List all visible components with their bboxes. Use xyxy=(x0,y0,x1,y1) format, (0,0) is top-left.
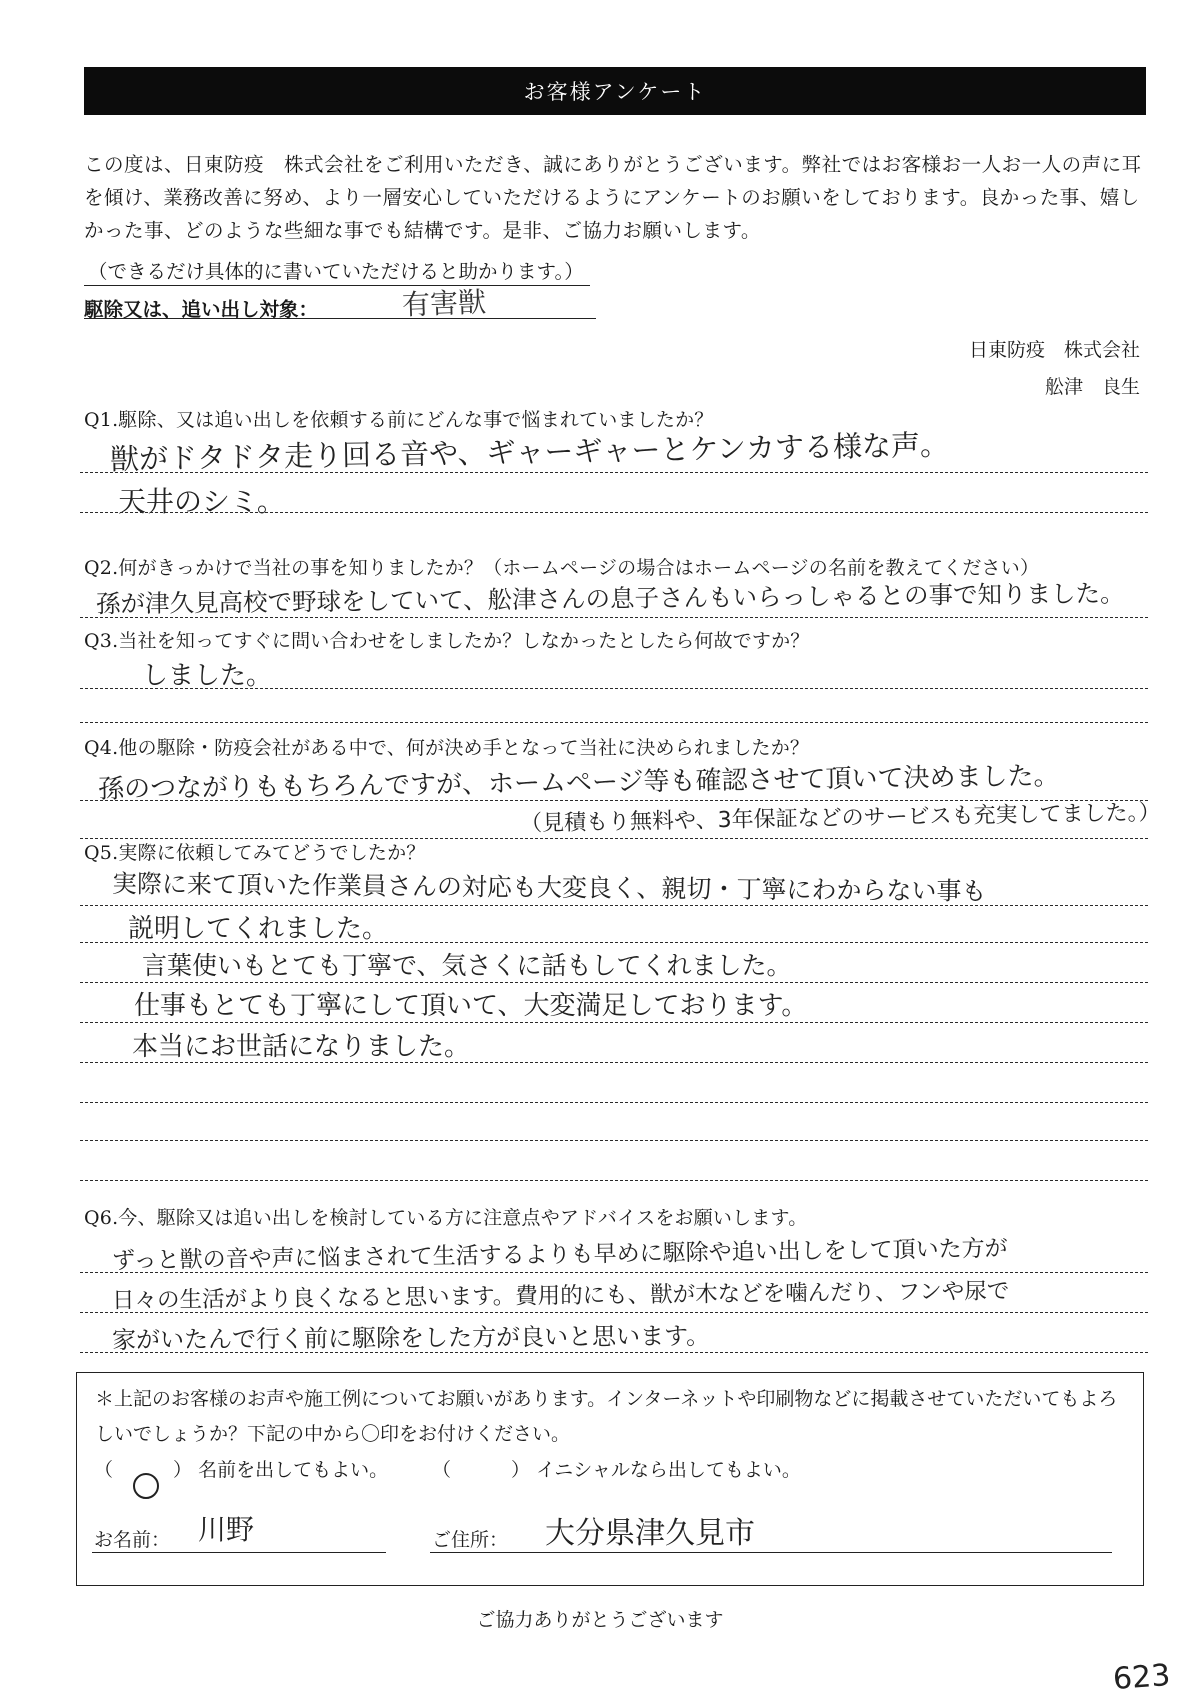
circle-mark-icon xyxy=(133,1473,159,1499)
company-name: 日東防疫 株式会社 xyxy=(968,339,1140,361)
question-6: Q6.今、駆除又は追い出しを検討している方に注意点やアドバイスをお願いします。 xyxy=(84,1207,808,1229)
question-2: Q2.何がきっかけで当社の事を知りましたか？（ホームページの場合はホームページの名前を教えてください） xyxy=(84,557,1040,579)
target-underline xyxy=(84,318,596,319)
footer-thanks: ご協力ありがとうございます xyxy=(476,1609,724,1631)
answer-5-line-3[interactable]: 言葉使いもとても丁寧で、気さくに話もしてくれました。 xyxy=(142,951,792,980)
answer-line xyxy=(80,1062,1148,1063)
name-label: お名前： xyxy=(94,1529,171,1551)
option-initial-label: イニシャルなら出してもよい。 xyxy=(536,1459,801,1481)
answer-line xyxy=(80,1022,1148,1023)
answer-1-line-1[interactable]: 獣がドタドタ走り回る音や、ギャーギャーとケンカする様な声。 xyxy=(109,427,950,477)
answer-line xyxy=(80,722,1148,723)
address-label: ご住所： xyxy=(432,1529,509,1551)
name-underline xyxy=(92,1552,386,1553)
question-5: Q5.実際に依頼してみてどうでしたか？ xyxy=(84,842,426,864)
answer-6-line-2[interactable]: 日々の生活がより良くなると思います。費用的にも、獣が木などを噛んだり、フンや尿で xyxy=(111,1278,1010,1314)
address-underline xyxy=(430,1552,1112,1553)
answer-4-line-2[interactable]: （見積もり無料や、3年保証などのサービスも充実してました。） xyxy=(519,800,1161,837)
answer-line xyxy=(80,512,1148,513)
answer-line xyxy=(80,1180,1148,1181)
consent-text: ＊上記のお客様のお声や施工例についてお願いがあります。インターネットや印刷物などに掲載させていただいてもよろしいでしょうか？下記の中から〇印をお付けください。 xyxy=(95,1388,1118,1445)
question-4: Q4.他の駆除・防疫会社がある中で、何が決め手となって当社に決められましたか？ xyxy=(84,737,810,759)
answer-5-line-1[interactable]: 実際に来て頂いた作業員さんの対応も大変良く、親切・丁寧にわからない事も xyxy=(111,869,987,906)
answer-6-line-1[interactable]: ずっと獣の音や声に悩まされて生活するよりも早めに駆除や追い出しをして頂いた方が xyxy=(111,1235,1008,1275)
answer-1-line-2[interactable]: 天井のシミ。 xyxy=(118,485,285,518)
answer-line xyxy=(80,1352,1148,1353)
answer-3-line-1[interactable]: しました。 xyxy=(142,661,273,691)
answer-5-line-4[interactable]: 仕事もとても丁寧にして頂いて、大変満足しております。 xyxy=(134,991,808,1021)
target-label: 駆除又は、追い出し対象： xyxy=(84,298,319,321)
option-name-label: 名前を出してもよい。 xyxy=(198,1459,389,1481)
target-value[interactable]: 有害獣 xyxy=(401,285,487,322)
survey-title: お客様アンケート xyxy=(523,80,707,104)
intro-paragraph: この度は、日東防疫 株式会社をご利用いただき、誠にありがとうございます。弊社ではお客様お一人お一人の声に耳を傾け、業務改善に努め、より一層安心していただけるようにアンケートのお願いをしております。良かった事、嬉しかった事、どのような些細な事でも結構です。是非、ご協力お願いします。 xyxy=(84,153,1142,242)
answer-5-line-2[interactable]: 説明してくれました。 xyxy=(128,914,389,944)
question-3: Q3.当社を知ってすぐに問い合わせをしましたか？しなかったとしたら何故ですか？ xyxy=(84,630,810,652)
answer-line xyxy=(80,905,1148,906)
consent-option-initial[interactable]: （ ） イニシャルなら出してもよい。 xyxy=(432,1459,801,1481)
question-1: Q1.駆除、又は追い出しを依頼する前にどんな事で悩まれていましたか？ xyxy=(84,409,714,431)
representative-name: 舩津 良生 xyxy=(1044,376,1140,398)
answer-line xyxy=(80,688,1148,689)
page-number: 623 xyxy=(1111,1658,1172,1697)
answer-5-line-5[interactable]: 本当にお世話になりました。 xyxy=(132,1032,471,1062)
answer-2-line-1[interactable]: 孫が津久見高校で野球をしていて、舩津さんの息子さんもいらっしゃるとの事で知りました。 xyxy=(95,578,1125,619)
name-value[interactable]: 川野 xyxy=(198,1513,255,1546)
intro-note: （できるだけ具体的に書いていただけると助かります。） xyxy=(84,256,590,286)
answer-6-line-3[interactable]: 家がいたんで行く前に駆除をした方が良いと思います。 xyxy=(111,1321,711,1355)
answer-line xyxy=(80,1312,1148,1313)
answer-line xyxy=(80,1140,1148,1141)
address-value[interactable]: 大分県津久見市 xyxy=(545,1516,755,1551)
answer-line xyxy=(80,982,1148,983)
answer-line xyxy=(80,942,1148,943)
answer-4-line-1[interactable]: 孫のつながりももちろんですが、ホームページ等も確認させて頂いて決めました。 xyxy=(97,761,1060,805)
answer-line xyxy=(80,617,1148,618)
survey-title-bar xyxy=(84,67,1146,115)
answer-line xyxy=(80,1102,1148,1103)
answer-line xyxy=(80,472,1148,473)
consent-option-name[interactable]: （ ） 名前を出してもよい。 xyxy=(94,1455,388,1482)
